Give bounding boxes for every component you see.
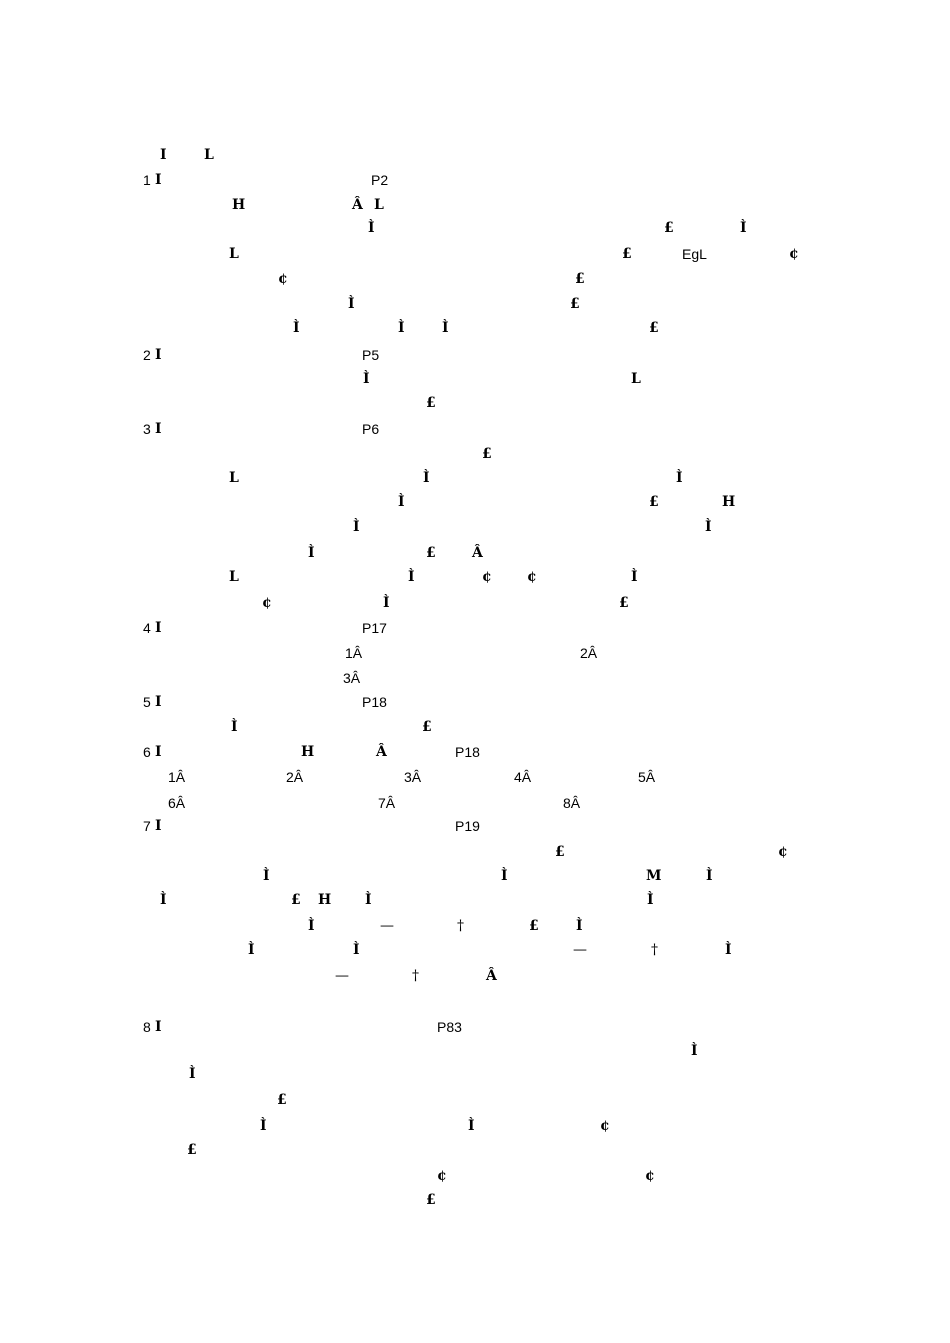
glyph: 1Â	[168, 769, 186, 785]
glyph: I	[155, 744, 162, 760]
item-number: 4	[143, 620, 151, 636]
page-ref: P5	[362, 347, 380, 363]
glyph: Ì	[353, 942, 360, 958]
glyph: Ì	[189, 1066, 196, 1082]
glyph: Ì	[398, 494, 405, 510]
glyph: L	[229, 470, 239, 486]
glyph: Ì	[468, 1118, 475, 1134]
item-number: 7	[143, 818, 151, 834]
glyph: H	[318, 892, 332, 908]
glyph: £	[622, 246, 632, 262]
glyph: Ì	[408, 569, 415, 585]
glyph: Ì	[398, 320, 405, 336]
glyph: £	[619, 595, 629, 611]
page-ref: P17	[362, 620, 387, 636]
glyph: I	[155, 1019, 162, 1035]
glyph: Ì	[501, 868, 508, 884]
glyph: Ì	[365, 892, 372, 908]
glyph: †	[651, 942, 658, 958]
glyph: Ì	[368, 220, 375, 236]
glyph: Ì	[706, 868, 713, 884]
page-ref: P83	[437, 1019, 462, 1035]
glyph: ¢	[437, 1168, 447, 1184]
glyph: Ì	[308, 545, 315, 561]
glyph: H	[232, 197, 246, 213]
glyph: ¢	[527, 569, 537, 585]
glyph: I	[155, 620, 162, 636]
glyph: Ì	[231, 719, 238, 735]
glyph: Ì	[353, 519, 360, 535]
glyph: £	[529, 918, 539, 934]
glyph: £	[426, 395, 436, 411]
item-number: 3	[143, 421, 151, 437]
glyph: £	[555, 844, 565, 860]
glyph: ¢	[262, 595, 272, 611]
glyph: £	[482, 446, 492, 462]
glyph: I	[155, 694, 162, 710]
glyph: ¢	[789, 246, 799, 262]
glyph: £	[570, 296, 580, 312]
glyph: I	[160, 147, 167, 163]
glyph: 2Â	[286, 769, 304, 785]
glyph: 2Â	[580, 645, 598, 661]
glyph: 3Â	[404, 769, 422, 785]
glyph: Ì	[676, 470, 683, 486]
glyph: Â	[352, 197, 363, 213]
glyph: £	[422, 719, 432, 735]
item-number: 1	[143, 172, 151, 188]
glyph: M	[646, 868, 662, 884]
glyph: Ì	[363, 371, 370, 387]
glyph: ¢	[482, 569, 492, 585]
glyph: H	[301, 744, 315, 760]
glyph: I	[155, 818, 162, 834]
glyph: I	[155, 421, 162, 437]
glyph: Ì	[740, 220, 747, 236]
item-number: 8	[143, 1019, 151, 1035]
glyph: £	[575, 271, 585, 287]
glyph: £	[426, 545, 436, 561]
glyph: Ì	[705, 519, 712, 535]
page-ref: P18	[455, 744, 480, 760]
glyph: Â	[472, 545, 483, 561]
glyph: ¢	[645, 1168, 655, 1184]
glyph: L	[229, 569, 239, 585]
glyph: Ì	[263, 868, 270, 884]
glyph: £	[426, 1192, 436, 1208]
glyph: Ì	[383, 595, 390, 611]
glyph: Â	[376, 744, 387, 760]
glyph: Ì	[725, 942, 732, 958]
glyph: Ì	[260, 1118, 267, 1134]
glyph: EgL	[682, 246, 707, 262]
glyph: 1Â	[345, 645, 363, 661]
glyph: Ì	[631, 569, 638, 585]
glyph: Ì	[442, 320, 449, 336]
item-number: 5	[143, 694, 151, 710]
glyph: Ì	[248, 942, 255, 958]
glyph: †	[457, 918, 464, 934]
glyph: 4Â	[514, 769, 532, 785]
glyph: 6Â	[168, 795, 186, 811]
glyph: £	[277, 1092, 287, 1108]
glyph: I	[155, 172, 162, 188]
glyph: —	[380, 918, 394, 934]
glyph: £	[187, 1142, 197, 1158]
glyph: Â	[486, 968, 497, 984]
glyph: Ì	[691, 1043, 698, 1059]
page-ref: P18	[362, 694, 387, 710]
glyph: L	[631, 371, 641, 387]
item-number: 2	[143, 347, 151, 363]
glyph: I	[155, 347, 162, 363]
glyph: Ì	[647, 892, 654, 908]
glyph: £	[649, 320, 659, 336]
glyph: £	[649, 494, 659, 510]
page-ref: P2	[371, 172, 389, 188]
glyph: Ì	[160, 892, 167, 908]
glyph: —	[573, 942, 587, 958]
glyph: —	[335, 968, 349, 984]
glyph: 8Â	[563, 795, 581, 811]
glyph: 7Â	[378, 795, 396, 811]
glyph: 3Â	[343, 670, 361, 686]
glyph: Ì	[348, 296, 355, 312]
glyph: ¢	[778, 844, 788, 860]
glyph: Ì	[423, 470, 430, 486]
glyph: †	[412, 968, 419, 984]
glyph: ¢	[600, 1118, 610, 1134]
glyph: Ì	[576, 918, 583, 934]
glyph: Ì	[293, 320, 300, 336]
glyph: L	[374, 197, 384, 213]
glyph: L	[229, 246, 239, 262]
glyph: Ì	[308, 918, 315, 934]
glyph: 5Â	[638, 769, 656, 785]
page-ref: P19	[455, 818, 480, 834]
glyph: £	[291, 892, 301, 908]
glyph: H	[722, 494, 736, 510]
item-number: 6	[143, 744, 151, 760]
glyph: L	[204, 147, 214, 163]
page-ref: P6	[362, 421, 380, 437]
glyph: ¢	[278, 271, 288, 287]
glyph: £	[664, 220, 674, 236]
